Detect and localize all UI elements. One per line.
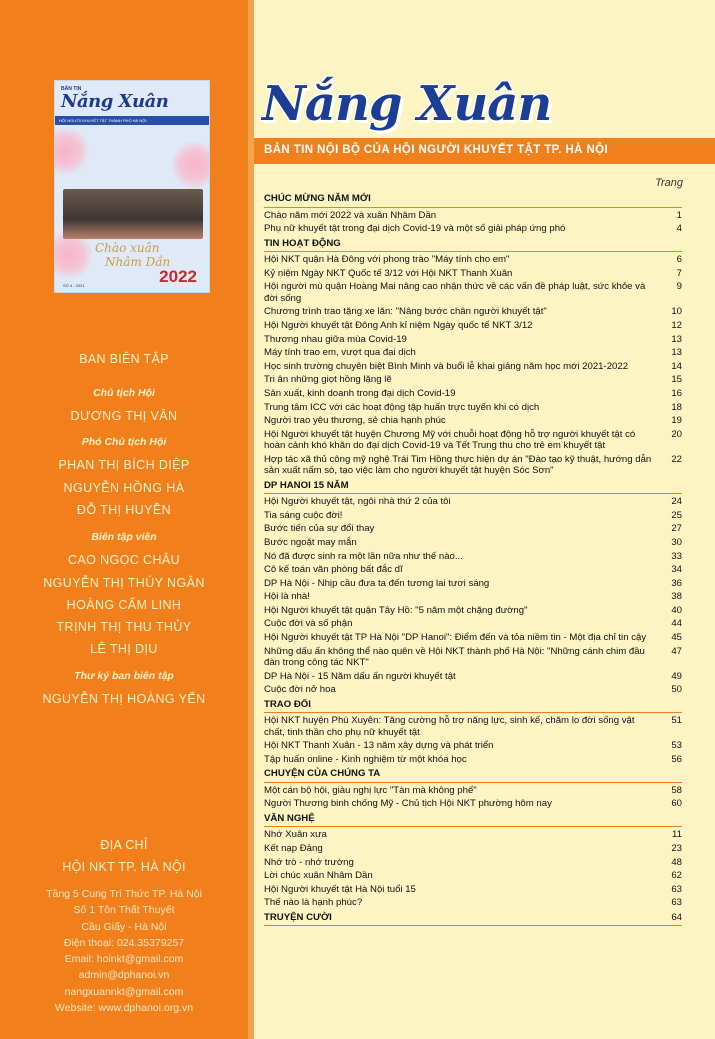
role-vice-chairman: Phó Chủ tịch Hội (81, 436, 167, 448)
person-name: ĐỖ THỊ HUYỀN (76, 503, 172, 517)
toc-entry-title: Cô kế toán văn phòng bất đắc dĩ (264, 564, 403, 576)
toc-entry-title: Hội NKT Thanh Xuân - 13 năm xây dựng và phát triển (264, 740, 494, 752)
phone-text: Điện thoại: 024.35379257 (63, 936, 185, 949)
page-number: 12 (671, 319, 682, 331)
page-number: 60 (671, 798, 682, 810)
page-number: 34 (671, 564, 682, 576)
person-name: TRỊNH THỊ THU THỦY (56, 620, 192, 634)
page-number: 47 (671, 645, 682, 657)
toc-entry-title: Hội người mù quận Hoàng Mai nâng cao nhận thức về các vấn đề pháp luật, sức khỏe và đời sống (264, 281, 646, 304)
person-name: NGUYỄN THỊ THÚY NGÂN (43, 576, 205, 590)
toc-entry[interactable] (264, 618, 682, 629)
email-link[interactable]: Email: hoinkt@gmail.com (64, 953, 184, 966)
editorial-heading: BAN BIÊN TẬP (79, 352, 169, 366)
toc-entry[interactable] (264, 454, 682, 477)
section-divider (264, 207, 682, 208)
section-title (264, 193, 682, 204)
toc-entry-title: Hội NKT huyện Phú Xuyên: Tăng cường hỗ trợ năng lực, sinh kế, chăm lo đời sống vật chất, tinh thần cho phụ nữ khuyết tật (264, 715, 635, 738)
person-name: CAO NGỌC CHÂU (67, 553, 181, 567)
toc-entry-title: Người trao yêu thương, sẻ chia hạnh phúc (264, 415, 446, 427)
toc-entry[interactable] (264, 320, 682, 331)
address-block (0, 886, 248, 1016)
toc-entry-title: Thương nhau giữa mùa Covid-19 (264, 333, 407, 345)
toc-entry-title: Chương trình trao tặng xe lăn: "Nâng bước chân người khuyết tật" (264, 306, 547, 318)
toc-entry-title: Kỷ niệm Ngày NKT Quốc tế 3/12 với Hội NKT Thanh Xuân (264, 267, 513, 279)
toc-entry-title: Hội Người khuyết tật Đông Anh kỉ niệm Ngày quốc tế NKT 3/12 (264, 319, 533, 331)
person-name: NGUYỄN HỒNG HÀ (63, 481, 185, 495)
cover-issue: SỐ 4 - 2021 (63, 283, 85, 288)
toc-entry[interactable] (264, 306, 682, 317)
toc-entry[interactable] (264, 254, 682, 265)
page-number: 22 (671, 453, 682, 465)
page-number: 13 (671, 333, 682, 345)
page-number: 6 (676, 254, 682, 266)
page-number: 45 (671, 632, 682, 644)
toc-entry[interactable] (264, 347, 682, 358)
toc-entry[interactable] (264, 884, 682, 895)
masthead-title: Nắng Xuân (262, 76, 552, 132)
page-number: 64 (671, 911, 682, 923)
toc-entry[interactable] (264, 798, 682, 809)
toc-entry-title: Sản xuất, kinh doanh trong đại dịch Covid-19 (264, 387, 456, 399)
toc-entry[interactable] (264, 402, 682, 413)
toc-entry[interactable] (264, 496, 682, 507)
toc-entry[interactable] (264, 537, 682, 548)
toc-entry-title: Một cán bộ hội, giàu nghị lực "Tàn mà không phế" (264, 784, 477, 796)
address-line: Tầng 5 Cung Trí Thức TP. Hà Nội (46, 888, 202, 900)
page-number: 51 (671, 715, 682, 727)
section-divider (264, 925, 682, 926)
page-column-label: Trang (655, 177, 683, 189)
page-number: 49 (671, 670, 682, 682)
toc-entry-title: Bước ngoặt may mắn (264, 536, 357, 548)
section-title-text: TRUYỆN CƯỜI (264, 911, 332, 923)
toc-entry[interactable] (264, 334, 682, 345)
section-title-text: CHÚC MỪNG NĂM MỚI (264, 193, 371, 204)
page-number: 56 (671, 753, 682, 765)
section-title (264, 912, 682, 923)
email-link[interactable]: admin@dphanoi.vn (78, 969, 170, 982)
page-number: 50 (671, 684, 682, 696)
toc-entry-title: Hội Người khuyết tật huyện Chương Mỹ với chuỗi hoạt động hỗ trợ người khuyết tật có hoàn cảnh khó khăn do đại dịch Covid-19 và Tết Trung thu cho trẻ em khuyết tật (264, 428, 636, 452)
address-line: Cầu Giấy - Hà Nội (81, 920, 167, 933)
section-title (264, 238, 682, 249)
toc-entry[interactable] (264, 870, 682, 881)
page-number: 48 (671, 856, 682, 868)
page-number: 63 (671, 883, 682, 895)
subtitle-bar (254, 138, 715, 164)
toc-entry-title: Nó đã được sinh ra một lần nữa như thế nào... (264, 550, 463, 562)
toc-entry[interactable] (264, 684, 682, 695)
page-number: 36 (671, 577, 682, 589)
page-number: 44 (671, 618, 682, 630)
address-line: Số 1 Tôn Thất Thuyết (73, 904, 175, 917)
toc-entry-title: Những dấu ấn không thể nào quên về Hội NKT thành phố Hà Nội: "Những cánh chim đầu đàn trong công tác NKT" (264, 645, 645, 669)
toc-entry-title: Tri ân những giọt hồng lặng lẽ (264, 374, 392, 386)
toc-entry-title: Cuộc đời nở hoa (264, 684, 336, 696)
section-title (264, 699, 682, 710)
toc-entry-title: Trung tâm ICC với các hoạt động tập huấn trực tuyến khi có dịch (264, 401, 540, 413)
toc-entry-title: Nhớ trò - nhớ trường (264, 856, 354, 868)
page-number: 24 (671, 496, 682, 508)
toc-entry-title: Chào năm mới 2022 và xuân Nhâm Dần (264, 209, 437, 221)
cover-thumbnail (54, 80, 210, 293)
page-number: 14 (671, 360, 682, 372)
toc-entry-title: Kết nạp Đảng (264, 843, 323, 855)
toc-entry-title: Lời chúc xuân Nhâm Dần (264, 870, 373, 882)
cover-greeting (95, 241, 170, 269)
page-number: 40 (671, 604, 682, 616)
address-heading: ĐỊA CHỈ (100, 838, 148, 852)
toc-entry[interactable] (264, 632, 682, 643)
toc-entry-title: Máy tính trao em, vượt qua đại dịch (264, 347, 416, 359)
toc-entry[interactable] (264, 605, 682, 616)
person-name: NGUYỄN THỊ HOÀNG YẾN (42, 692, 206, 706)
toc-entry[interactable] (264, 754, 682, 765)
page-number: 16 (671, 387, 682, 399)
section-divider (264, 782, 682, 783)
toc-entry[interactable] (264, 857, 682, 868)
toc-entry-title: Người Thương binh chống Mỹ - Chủ tịch Hội NKT phường hôm nay (264, 798, 552, 810)
table-of-contents (264, 193, 682, 928)
toc-entry-title: Hợp tác xã thủ công mỹ nghệ Trái Tim Hồng thực hiện dự án "Đào tạo kỹ thuật, hướng dẫn sản xuất nấm sò, tạo việc làm cho người khuyết tật huyện Sóc Sơn" (264, 453, 652, 477)
toc-entry-title: Hội Người khuyết tật quận Tây Hồ: "5 năm một chặng đường" (264, 604, 528, 616)
page-number: 25 (671, 509, 682, 521)
page-number: 23 (671, 843, 682, 855)
toc-entry[interactable] (264, 578, 682, 589)
cover-greeting-line1: Chào xuân (95, 241, 160, 255)
toc-entry[interactable] (264, 843, 682, 854)
toc-entry-title: Tập huấn online - Kinh nghiệm từ một khóa học (264, 753, 467, 765)
page-number: 62 (671, 870, 682, 882)
page-number: 58 (671, 784, 682, 796)
person-name: LÊ THỊ DỊU (90, 642, 158, 656)
page-number: 15 (671, 374, 682, 386)
toc-entry-title: Hội Người khuyết tật Hà Nội tuổi 15 (264, 883, 416, 895)
section-title (264, 480, 682, 491)
section-title-text: TIN HOẠT ĐỘNG (264, 237, 341, 249)
toc-entry[interactable] (264, 740, 682, 751)
toc-entry[interactable] (264, 429, 682, 452)
toc-entry[interactable] (264, 361, 682, 372)
toc-entry-title: Tia sáng cuộc đời! (264, 509, 343, 521)
cover-group-photo (63, 189, 203, 239)
toc-entry-title: DP Hà Nội - 15 Năm dấu ấn người khuyết tật (264, 670, 456, 682)
cover-label: BẢN TIN (61, 86, 82, 92)
section-title (264, 768, 682, 779)
role-chairman: Chủ tịch Hội (93, 387, 155, 399)
page-number: 27 (671, 523, 682, 535)
toc-entry[interactable] (264, 374, 682, 385)
toc-entry-title: Hội NKT quận Hà Đông với phong trào "Máy tính cho em" (264, 254, 510, 266)
page-number: 53 (671, 740, 682, 752)
cover-strip (55, 116, 210, 125)
page-number: 30 (671, 536, 682, 548)
toc-entry-title: DP Hà Nội - Nhịp cầu đưa ta đến tương lai tươi sáng (264, 577, 490, 589)
toc-entry[interactable] (264, 671, 682, 682)
section-title (264, 813, 682, 824)
role-editors: Biên tập viên (91, 531, 157, 543)
toc-entry-title: Bước tiến của sự đổi thay (264, 523, 375, 535)
toc-entry[interactable] (264, 523, 682, 534)
toc-entry[interactable] (264, 268, 682, 279)
toc-entry[interactable] (264, 591, 682, 602)
toc-entry[interactable] (264, 646, 682, 669)
person-name: HOÀNG CẨM LINH (66, 598, 182, 612)
section-divider (264, 712, 682, 713)
toc-entry[interactable] (264, 897, 682, 908)
toc-entry[interactable] (264, 785, 682, 796)
toc-entry[interactable] (264, 551, 682, 562)
section-divider (264, 251, 682, 252)
page-number: 11 (672, 829, 682, 841)
page-number: 38 (671, 591, 682, 603)
section-title-text: DP HANOI 15 NĂM (264, 479, 349, 491)
toc-entry-title: Nhớ Xuân xưa (264, 829, 327, 841)
page-number: 9 (676, 281, 682, 293)
page-number: 33 (671, 550, 682, 562)
toc-entry[interactable] (264, 281, 682, 304)
blossom-icon (54, 127, 89, 175)
toc-entry[interactable] (264, 210, 682, 221)
section-divider (264, 826, 682, 827)
website-link[interactable]: Website: www.dphanoi.org.vn (54, 1002, 194, 1015)
toc-entry[interactable] (264, 829, 682, 840)
toc-entry-title: Học sinh trường chuyên biệt Bình Minh và buổi lễ khai giảng năm học mới 2021-2022 (264, 360, 629, 372)
toc-entry[interactable] (264, 564, 682, 575)
toc-entry[interactable] (264, 415, 682, 426)
page-number: 19 (671, 415, 682, 427)
toc-entry-title: Cuộc đời và số phận (264, 618, 353, 630)
address-org: HỘI NKT TP. HÀ NỘI (62, 860, 186, 874)
person-name: PHAN THỊ BÍCH DIỆP (58, 458, 190, 472)
toc-entry-title: Hội Người khuyết tật, ngôi nhà thứ 2 của tôi (264, 496, 451, 508)
toc-entry[interactable] (264, 510, 682, 521)
role-secretary: Thư ký ban biên tập (74, 670, 174, 682)
cover-title: Nắng Xuân (61, 91, 169, 112)
page-number: 10 (671, 306, 682, 318)
toc-entry[interactable] (264, 223, 682, 234)
email-link[interactable]: nangxuannkt@gmail.com (64, 985, 184, 998)
cover-greeting-line2: Nhâm Dần (105, 255, 171, 269)
cover-year: 2022 (159, 267, 197, 286)
page-number: 18 (671, 401, 682, 413)
section-title-text: VĂN NGHỆ (264, 812, 315, 824)
page-number: 7 (676, 267, 682, 279)
person-name: DƯƠNG THỊ VÂN (70, 409, 178, 423)
page-number: 4 (676, 223, 682, 235)
page-number: 63 (671, 897, 682, 909)
page-number: 20 (671, 428, 682, 440)
cover-strip-text: HỘI NGƯỜI KHUYẾT TẬT THÀNH PHỐ HÀ NỘI (59, 118, 147, 123)
section-title-text: TRAO ĐỔI (264, 698, 311, 710)
toc-entry[interactable] (264, 388, 682, 399)
blossom-icon (171, 141, 210, 189)
section-title-text: CHUYỆN CỦA CHÚNG TA (264, 768, 381, 780)
page-number: 13 (671, 347, 682, 359)
toc-entry-title: Hội là nhà! (264, 591, 310, 603)
toc-entry-title: Phụ nữ khuyết tật trong đại dịch Covid-19 và một số giải pháp ứng phó (264, 223, 566, 235)
section-divider (264, 493, 682, 494)
page-number: 1 (676, 209, 682, 221)
toc-entry-title: Thế nào là hạnh phúc? (264, 897, 363, 909)
toc-entry[interactable] (264, 715, 682, 738)
toc-entry-title: Hội Người khuyết tật TP Hà Nội "DP Hanoi": Điểm đến và tỏa niềm tin - Một địa chỉ tin cậy (264, 632, 647, 644)
subtitle: BẢN TIN NỘI BỘ CỦA HỘI NGƯỜI KHUYẾT TẬT TP. HÀ NỘI (264, 144, 609, 156)
